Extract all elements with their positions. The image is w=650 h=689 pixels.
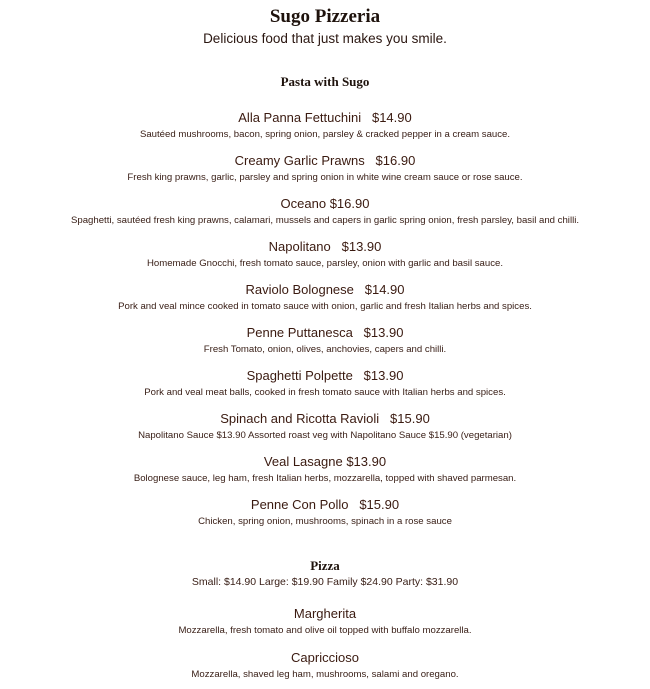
item-title xyxy=(0,497,650,513)
item-name: Napolitano xyxy=(268,239,331,254)
pizza-size-prices: Small: $14.90 Large: $19.90 Family $24.90 Party: $31.90 xyxy=(191,576,459,588)
menu-item xyxy=(0,606,650,637)
item-price: $13.90 xyxy=(363,325,404,340)
item-description: Homemade Gnocchi, fresh tomato sauce, parsley, onion with garlic and basil sauce. xyxy=(146,258,504,269)
item-title xyxy=(0,196,650,212)
item-description: Chicken, spring onion, mushrooms, spinach in a rose sauce xyxy=(198,516,452,527)
item-title xyxy=(0,282,650,298)
item-description: Bolognese sauce, leg ham, fresh Italian herbs, mozzarella, topped with shaved parmesan. xyxy=(133,473,517,484)
item-description: Fresh Tomato, onion, olives, anchovies, capers and chilli. xyxy=(203,344,447,355)
menu-item xyxy=(0,196,650,227)
item-description: Mozzarella, fresh tomato and olive oil topped with buffalo mozzarella. xyxy=(178,625,472,636)
item-name: Veal Lasagne xyxy=(263,454,343,469)
item-description: Pork and veal meat balls, cooked in fresh tomato sauce with Italian herbs and spices. xyxy=(144,387,506,398)
item-title xyxy=(0,239,650,255)
item-price: $15.90 xyxy=(359,497,400,512)
menu-item xyxy=(0,411,650,442)
item-description: Pork and veal mince cooked in tomato sauce with onion, garlic and fresh Italian herbs and spices. xyxy=(118,301,532,312)
menu-item xyxy=(0,368,650,399)
item-description: Napolitano Sauce $13.90 Assorted roast veg with Napolitano Sauce $15.90 (vegetarian) xyxy=(138,430,512,441)
item-price: $15.90 xyxy=(390,411,430,426)
item-name: Spaghetti Polpette xyxy=(246,368,353,383)
item-price: $13.90 xyxy=(363,368,404,383)
menu-item xyxy=(0,325,650,356)
item-name: Margherita xyxy=(293,606,357,621)
restaurant-name: Sugo Pizzeria xyxy=(269,6,381,27)
item-price: $13.90 xyxy=(346,454,387,469)
item-description: Mozzarella, shaved leg ham, mushrooms, salami and oregano. xyxy=(191,669,459,680)
item-description: Spaghetti, sautéed fresh king prawns, calamari, mussels and capers in garlic spring onion, fresh parsley, basil and chilli. xyxy=(70,215,579,226)
menu-item xyxy=(0,650,650,681)
item-price: $14.90 xyxy=(371,110,412,125)
item-title xyxy=(0,153,650,169)
item-name: Raviolo Bolognese xyxy=(245,282,354,297)
section-title-pasta: Pasta with Sugo xyxy=(280,74,370,89)
item-price: $14.90 xyxy=(364,282,405,297)
item-title xyxy=(0,110,650,126)
menu-item xyxy=(0,110,650,141)
tagline: Delicious food that just makes you smile. xyxy=(203,31,447,46)
menu-item xyxy=(0,153,650,184)
item-price: $13.90 xyxy=(341,239,382,254)
item-name: Penne Con Pollo xyxy=(250,497,349,512)
item-description: Fresh king prawns, garlic, parsley and spring onion in white wine cream sauce or rose sauce. xyxy=(127,172,523,183)
item-description: Sautéed mushrooms, bacon, spring onion, parsley & cracked pepper in a cream sauce. xyxy=(139,129,511,140)
item-title xyxy=(0,454,650,470)
item-name: Spinach and Ricotta Ravioli xyxy=(220,411,380,426)
item-price: $16.90 xyxy=(375,153,416,168)
item-title xyxy=(0,368,650,384)
menu-item xyxy=(0,454,650,485)
item-name: Oceano xyxy=(280,196,327,211)
section-title-pizza: Pizza xyxy=(310,558,340,573)
item-name: Penne Puttanesca xyxy=(246,325,353,340)
item-price: $16.90 xyxy=(329,196,370,211)
menu-item xyxy=(0,497,650,528)
item-title xyxy=(0,325,650,341)
item-name: Capriccioso xyxy=(291,650,359,665)
item-title xyxy=(0,411,650,427)
menu-item xyxy=(0,239,650,270)
item-name: Creamy Garlic Prawns xyxy=(234,153,365,168)
menu-item xyxy=(0,282,650,313)
item-name: Alla Panna Fettuchini xyxy=(238,110,362,125)
